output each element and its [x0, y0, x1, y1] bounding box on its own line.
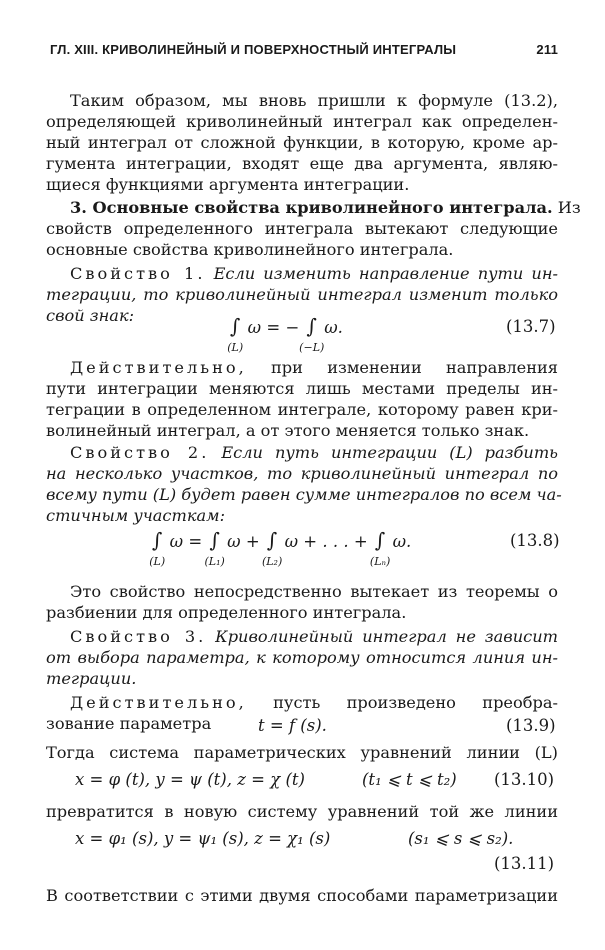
- equation-text: ω.: [324, 318, 343, 337]
- proof-line: [70, 693, 558, 713]
- equation-13-11: x = φ₁ (s), y = ψ₁ (s), z = χ₁ (s): [75, 829, 331, 848]
- text-line: щиеся функциями аргумента интеграции.: [46, 175, 410, 194]
- equation-number: (13.7): [506, 317, 556, 336]
- text-line: всему пути (L) будет равен сумме интегралов по всем ча-: [46, 485, 562, 504]
- proof-word: Действительно,: [70, 358, 247, 377]
- equation-text: ω + . . . +: [284, 532, 368, 551]
- text-span: при изменении направления: [271, 358, 558, 377]
- integral-subscript: (Lₙ): [369, 555, 391, 568]
- equation-number: (13.9): [506, 716, 556, 735]
- property-label: Свойство 1.: [70, 264, 206, 283]
- text-line: свойств определенного интеграла вытекают следующие: [46, 219, 558, 238]
- property-label: Свойство 3.: [70, 627, 207, 646]
- text-line: стичным участкам:: [46, 506, 226, 525]
- equation-13-8: [149, 528, 412, 568]
- text-span: пусть произведено преобра-: [273, 693, 558, 712]
- integral-subscript: (L₁): [204, 555, 225, 568]
- equation-text: ω = −: [247, 318, 300, 337]
- text-line: теграции в определенном интеграле, которому равен кри-: [46, 400, 558, 419]
- text-line: на несколько участков, то криволинейный интеграл по: [46, 464, 558, 483]
- integral-sign: ∫ (L): [230, 316, 240, 336]
- text-line: определяющей криволинейный интеграл как определен-: [46, 112, 558, 131]
- equation-number: (13.11): [494, 854, 555, 873]
- text-line: свой знак:: [46, 306, 135, 325]
- running-header: [50, 42, 558, 57]
- text-line: В соответствии с этими двумя способами параметризации: [46, 886, 558, 905]
- equation-range: (t₁ ⩽ t ⩽ t₂): [362, 770, 457, 789]
- text-line: разбиении для определенного интеграла.: [46, 603, 407, 622]
- equation-number: (13.10): [494, 770, 555, 789]
- proof-line: [70, 358, 558, 378]
- property-line: [70, 264, 558, 284]
- integral-subscript: (−L): [299, 341, 325, 354]
- text-line: основные свойства криволинейного интеграла.: [46, 240, 454, 259]
- text-line: Тогда система параметрических уравнений линии (L): [46, 743, 558, 762]
- text-line: Это свойство непосредственно вытекает из теоремы о: [70, 582, 558, 601]
- text-line: от выбора параметра, к которому относится линия ин-: [46, 648, 558, 667]
- property-text: Криволинейный интеграл не зависит: [215, 627, 558, 646]
- equation-text: ω =: [169, 532, 203, 551]
- proof-word: Действительно,: [70, 693, 247, 712]
- integral-subscript: (L₂): [261, 555, 283, 568]
- property-label: Свойство 2.: [70, 443, 210, 462]
- text-line: пути интеграции меняются лишь местами пределы ин-: [46, 379, 558, 398]
- equation-text: ω +: [227, 532, 260, 551]
- property-line: [70, 443, 558, 463]
- text-span: Из: [557, 198, 581, 217]
- text-line: Таким образом, мы вновь пришли к формуле (13.2),: [70, 91, 558, 110]
- text-line: превратится в новую систему уравнений той же линии: [46, 802, 558, 821]
- integral-sign: ∫ (Lₙ): [375, 530, 385, 550]
- text-line: гумента интеграции, входят еще два аргумента, являю-: [46, 154, 558, 173]
- integral-subscript: (L): [149, 555, 166, 568]
- section-heading-line: [70, 198, 581, 218]
- equation-text: ω.: [392, 532, 412, 551]
- integral-sign: ∫ (L₁): [209, 530, 219, 550]
- section-title: 3. Основные свойства криволинейного интеграла.: [70, 198, 553, 217]
- integral-subscript: (L): [227, 341, 244, 354]
- equation-13-10: x = φ (t), y = ψ (t), z = χ (t): [75, 770, 305, 789]
- integral-sign: ∫ (L₂): [267, 530, 277, 550]
- page-number: 211: [536, 42, 558, 57]
- property-text: Если изменить направление пути ин-: [213, 264, 558, 283]
- integral-sign: ∫ (−L): [307, 316, 317, 336]
- chapter-title: ГЛ. XIII. КРИВОЛИНЕЙНЫЙ И ПОВЕРХНОСТНЫЙ ИНТЕГРАЛЫ: [50, 42, 457, 57]
- integral-sign: ∫ (L): [152, 530, 162, 550]
- equation-13-9: t = f (s).: [258, 716, 327, 735]
- property-text: Если путь интеграции (L) разбить: [221, 443, 558, 462]
- equation-range: (s₁ ⩽ s ⩽ s₂).: [408, 829, 514, 848]
- property-line: [70, 627, 558, 647]
- text-line: теграции.: [46, 669, 137, 688]
- text-line: теграции, то криволинейный интеграл изменит только: [46, 285, 558, 304]
- equation-number: (13.8): [510, 531, 560, 550]
- text-line: волинейный интеграл, а от этого меняется только знак.: [46, 421, 530, 440]
- equation-13-7: [227, 314, 343, 354]
- text-line: ный интеграл от сложной функции, в которую, кроме ар-: [46, 133, 558, 152]
- text-line: зование параметра: [46, 714, 212, 733]
